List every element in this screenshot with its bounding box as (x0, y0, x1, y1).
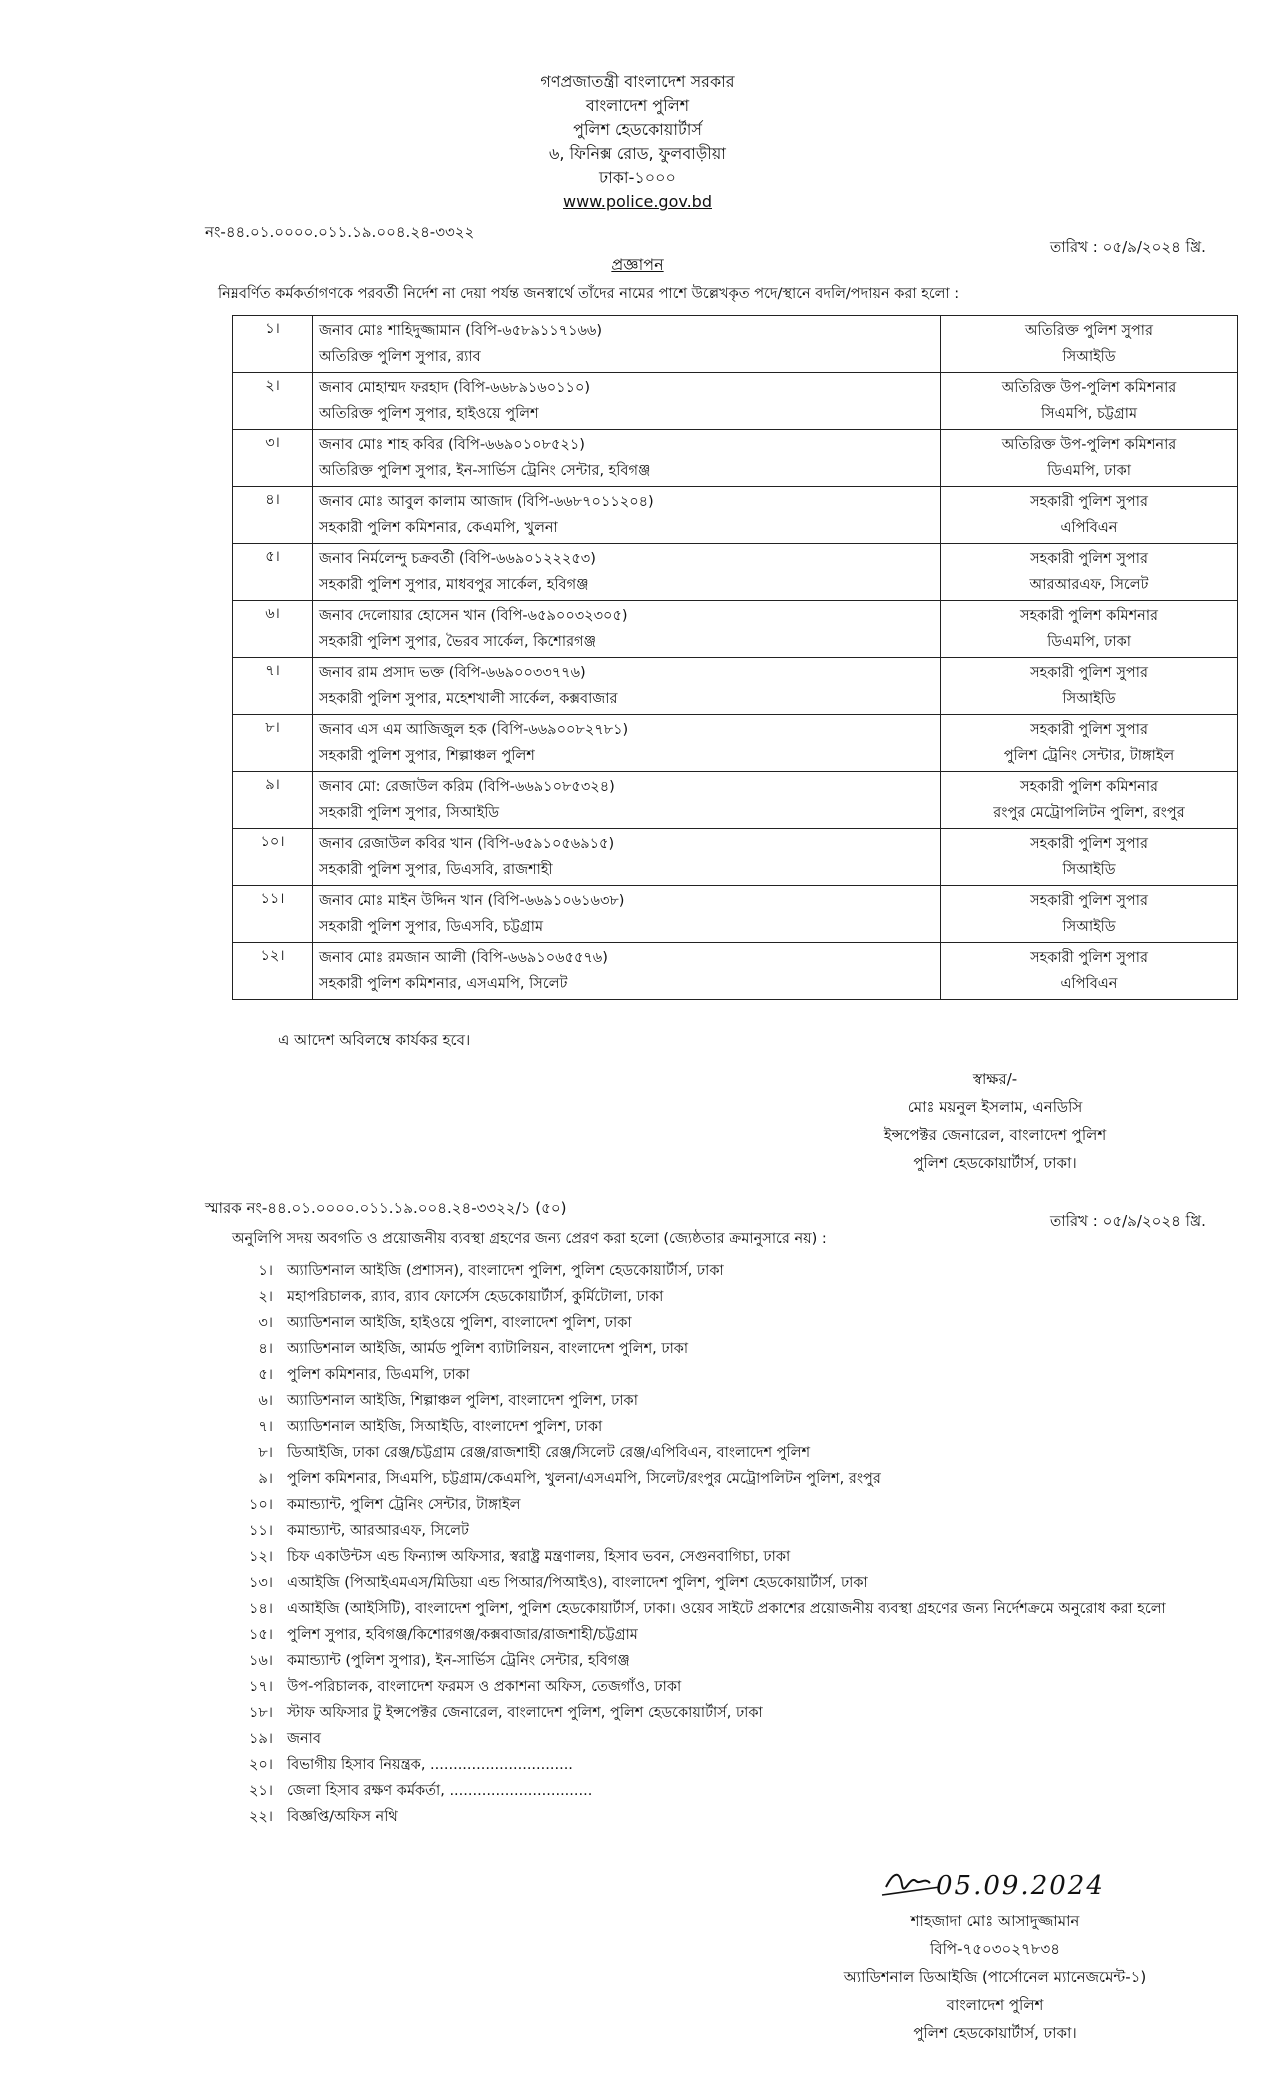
officer-name: জনাব এস এম আজিজুল হক (বিপি-৬৬৯০০৮২৭৮১) (319, 722, 629, 738)
signatory-name: শাহজাদা মোঃ আসাদুজ্জামান (910, 1912, 1080, 1930)
officer-current-post: সহকারী পুলিশ সুপার, ভৈরব সার্কেল, কিশোরগঞ্জ (319, 634, 596, 650)
list-item-number: ১৭। (248, 1679, 273, 1695)
letterhead-line: বাংলাদেশ পুলিশ (585, 96, 690, 115)
officer-name: জনাব মোঃ রমজান আলী (বিপি-৬৬৯১০৬৫৫৭৬) (319, 950, 608, 966)
list-item-number: ৯। (258, 1471, 273, 1487)
signatory-bp: বিপি-৭৫০৩০২৭৮৩৪ (930, 1940, 1060, 1958)
new-post: সহকারী পুলিশ সুপার (1030, 551, 1148, 567)
list-item (215, 1362, 1245, 1388)
list-item-text: মহাপরিচালক, র‌্যাব, র‌্যাব ফোর্সেস হেডকোয়ার্টার্স, কুর্মিটোলা, ঢাকা (287, 1289, 664, 1305)
list-item-text: অ্যাডিশনাল আইজি (প্রশাসন), বাংলাদেশ পুলিশ, পুলিশ হেডকোয়ার্টার্স, ঢাকা (287, 1263, 724, 1279)
new-place: এপিবিএন (1060, 976, 1118, 992)
list-item-text: চিফ একাউন্টস এন্ড ফিন্যান্স অফিসার, স্বরাষ্ট্র মন্ত্রণালয়, হিসাব ভবন, সেগুনবাগিচা, ঢাকা (287, 1549, 791, 1565)
new-post: অতিরিক্ত উপ-পুলিশ কমিশনার (1001, 380, 1177, 396)
officer-cell (313, 658, 941, 715)
transfer-orders-table (232, 315, 1238, 1000)
officer-name: জনাব রেজাউল কবির খান (বিপি-৬৫৯১০৫৬৯১৫) (319, 836, 615, 852)
new-posting-cell (941, 487, 1238, 544)
officer-name: জনাব দেলোয়ার হোসেন খান (বিপি-৬৫৯০০৩২৩০৫) (319, 608, 628, 624)
list-item (215, 1674, 1245, 1700)
serial-number: ৭। (233, 658, 313, 715)
list-item-text: অ্যাডিশনাল আইজি, সিআইডি, বাংলাদেশ পুলিশ, ঢাকা (287, 1419, 603, 1435)
officer-name: জনাব রাম প্রসাদ ভক্ত (বিপি-৬৬৯০০৩৩৭৭৬) (319, 665, 586, 681)
serial-number: ১০। (233, 829, 313, 886)
letterhead-line: ঢাকা-১০০০ (599, 168, 676, 187)
officer-current-post: অতিরিক্ত পুলিশ সুপার, হাইওয়ে পুলিশ (319, 406, 539, 422)
serial-number: ৬। (233, 601, 313, 658)
list-item-number: ১। (258, 1263, 273, 1279)
list-item-number: ৭। (258, 1419, 273, 1435)
officer-current-post: সহকারী পুলিশ সুপার, সিআইডি (319, 805, 500, 821)
list-item-number: ১৯। (248, 1731, 273, 1747)
new-posting-cell (941, 601, 1238, 658)
table-row (233, 943, 1238, 1000)
list-item-text: জেলা হিসাব রক্ষণ কর্মকর্তা, ............................... (287, 1783, 593, 1799)
notice-title: প্রজ্ঞাপন (611, 255, 664, 274)
serial-number: ৪। (233, 487, 313, 544)
list-item-number: ১২। (248, 1549, 273, 1565)
new-place: ডিএমপি, ঢাকা (1047, 634, 1131, 650)
table-row (233, 601, 1238, 658)
signatory-name: মোঃ ময়নুল ইসলাম, এনডিসি (907, 1098, 1083, 1116)
list-item (215, 1648, 1245, 1674)
list-item-number: ৬। (258, 1393, 273, 1409)
officer-current-post: সহকারী পুলিশ সুপার, মাধবপুর সার্কেল, হবিগঞ্জ (319, 577, 589, 593)
list-item-text: বিভাগীয় হিসাব নিয়ন্ত্রক, ............................... (287, 1757, 573, 1773)
officer-current-post: সহকারী পুলিশ সুপার, শিল্পাঞ্চল পুলিশ (319, 748, 535, 764)
table-row (233, 829, 1238, 886)
new-place: সিএমপি, চট্টগ্রাম (1040, 406, 1138, 422)
list-item-text: বিজ্ঞপ্তি/অফিস নথি (287, 1809, 398, 1825)
new-posting-cell (941, 316, 1238, 373)
officer-cell (313, 772, 941, 829)
list-item (215, 1466, 1245, 1492)
officer-name: জনাব মোহাম্মদ ফরহাদ (বিপি-৬৬৮৯১৬০১১০) (319, 380, 591, 396)
distribution-intro: অনুলিপি সদয় অবগতি ও প্রয়োজনীয় ব্যবস্থা গ্রহণের জন্য প্রেরণ করা হলো (জ্যেষ্ঠতার ক্রমানুসারে নয়) : (232, 1231, 827, 1247)
letterhead-line: ৬, ফিনিক্স রোড, ফুলবাড়ীয়া (549, 144, 726, 163)
table-row (233, 715, 1238, 772)
list-item-number: ১০। (248, 1497, 273, 1513)
memo-date: তারিখ : ০৫/৯/২০২৪ খ্রি. (1050, 238, 1206, 256)
list-item-text: পুলিশ কমিশনার, সিএমপি, চট্টগ্রাম/কেএমপি, খুলনা/এসএমপি, সিলেট/রংপুর মেট্রোপলিটন পুলিশ, রংপুর (287, 1471, 881, 1487)
list-item (215, 1518, 1245, 1544)
signature-block-addl-dig (735, 1907, 1255, 2047)
new-posting-cell (941, 943, 1238, 1000)
serial-number: ৩। (233, 430, 313, 487)
list-item (215, 1596, 1245, 1622)
new-post: সহকারী পুলিশ কমিশনার (1019, 779, 1159, 795)
new-post: সহকারী পুলিশ সুপার (1030, 836, 1148, 852)
list-item (215, 1284, 1245, 1310)
list-item-text: জনাব (287, 1731, 321, 1747)
list-item (215, 1726, 1245, 1752)
new-place: সিআইডি (1062, 919, 1116, 935)
new-place: আরআরএফ, সিলেট (1029, 577, 1149, 593)
table-row (233, 373, 1238, 430)
new-post: সহকারী পুলিশ সুপার (1030, 893, 1148, 909)
list-item-text: উপ-পরিচালক, বাংলাদেশ ফরমস ও প্রকাশনা অফিস, তেজগাঁও, ঢাকা (287, 1679, 682, 1695)
officer-cell (313, 886, 941, 943)
serial-number: ১। (233, 316, 313, 373)
new-place: এপিবিএন (1060, 520, 1118, 536)
officer-name: জনাব নির্মলেন্দু চক্রবর্তী (বিপি-৬৬৯০১২২২৫৩) (319, 551, 596, 567)
signature-block-ig (735, 1065, 1255, 1177)
list-item-text: অ্যাডিশনাল আইজি, শিল্পাঞ্চল পুলিশ, বাংলাদেশ পুলিশ, ঢাকা (287, 1393, 638, 1409)
list-item-text: পুলিশ কমিশনার, ডিএমপি, ঢাকা (287, 1367, 470, 1383)
list-item (215, 1258, 1245, 1284)
new-posting-cell (941, 772, 1238, 829)
list-item-number: ১৫। (248, 1627, 273, 1643)
list-item-number: ১৬। (248, 1653, 273, 1669)
serial-number: ৮। (233, 715, 313, 772)
list-item-number: ৫। (258, 1367, 273, 1383)
list-item (215, 1388, 1245, 1414)
officer-name: জনাব মোঃ মাইন উদ্দিন খান (বিপি-৬৬৯১০৬১৬৩৮) (319, 893, 625, 909)
list-item-text: অ্যাডিশনাল আইজি, হাইওয়ে পুলিশ, বাংলাদেশ পুলিশ, ঢাকা (287, 1315, 632, 1331)
list-item-text: কমান্ড্যান্ট (পুলিশ সুপার), ইন-সার্ভিস ট্রেনিং সেন্টার, হবিগঞ্জ (287, 1653, 630, 1669)
officer-cell (313, 715, 941, 772)
notice-intro: নিম্নবর্ণিত কর্মকর্তাগণকে পরবর্তী নির্দেশ না দেয়া পর্যন্ত জনস্বার্থে তাঁদের নামের পাশে উল্লেখকৃত পদে/স্থানে বদলি/পদায়ন করা হলো : (218, 286, 960, 302)
officer-current-post: সহকারী পুলিশ সুপার, ডিএসবি, চট্টগ্রাম (319, 919, 544, 935)
list-item-number: ৮। (258, 1445, 273, 1461)
signatory-title: ইন্সপেক্টর জেনারেল, বাংলাদেশ পুলিশ (883, 1126, 1107, 1144)
new-posting-cell (941, 658, 1238, 715)
new-post: সহকারী পুলিশ সুপার (1030, 722, 1148, 738)
table-row (233, 772, 1238, 829)
officer-cell (313, 601, 941, 658)
list-item-text: ডিআইজি, ঢাকা রেঞ্জ/চট্টগ্রাম রেঞ্জ/রাজশাহী রেঞ্জ/সিলেট রেঞ্জ/এপিবিএন, বাংলাদেশ পুলিশ (287, 1445, 811, 1461)
officer-current-post: সহকারী পুলিশ সুপার, ডিএসবি, রাজশাহী (319, 862, 553, 878)
new-posting-cell (941, 544, 1238, 601)
list-item-text: কমান্ড্যান্ট, আরআরএফ, সিলেট (287, 1523, 469, 1539)
new-post: সহকারী পুলিশ সুপার (1030, 665, 1148, 681)
distribution-date: তারিখ : ০৫/৯/২০২৪ খ্রি. (1050, 1212, 1206, 1230)
new-post: সহকারী পুলিশ সুপার (1030, 950, 1148, 966)
signatory-office: পুলিশ হেডকোয়ার্টার্স, ঢাকা। (913, 1154, 1077, 1172)
list-item (215, 1570, 1245, 1596)
signatory-org: বাংলাদেশ পুলিশ (946, 1996, 1044, 2014)
officer-name: জনাব মো: রেজাউল করিম (বিপি-৬৬৯১০৮৫৩২৪) (319, 779, 615, 795)
officer-cell (313, 316, 941, 373)
new-place: সিআইডি (1062, 862, 1116, 878)
distribution-list (215, 1258, 1245, 1830)
letterhead-line: গণপ্রজাতন্ত্রী বাংলাদেশ সরকার (540, 72, 735, 91)
signatory-office: পুলিশ হেডকোয়ার্টার্স, ঢাকা। (913, 2024, 1077, 2042)
serial-number: ১২। (233, 943, 313, 1000)
list-item-number: ৩। (258, 1315, 273, 1331)
officer-current-post: অতিরিক্ত পুলিশ সুপার, র‌্যাব (319, 349, 481, 365)
signatory-title: অ্যাডিশনাল ডিআইজি (পার্সোনেল ম্যানেজমেন্ট-১) (843, 1968, 1147, 1986)
new-place: সিআইডি (1062, 691, 1116, 707)
new-place: পুলিশ ট্রেনিং সেন্টার, টাঙ্গাইল (1003, 748, 1175, 764)
officer-cell (313, 544, 941, 601)
handwritten-date: 05.09.2024 (936, 1871, 1105, 1901)
table-row (233, 658, 1238, 715)
table-row (233, 487, 1238, 544)
new-posting-cell (941, 430, 1238, 487)
table-row (233, 886, 1238, 943)
effect-note: এ আদেশ অবিলম্বে কার্যকর হবে। (278, 1031, 471, 1049)
signed-mark: স্বাক্ষর/- (972, 1070, 1018, 1088)
table-row (233, 430, 1238, 487)
officer-current-post: সহকারী পুলিশ কমিশনার, এসএমপি, সিলেট (319, 976, 568, 992)
serial-number: ৯। (233, 772, 313, 829)
list-item-text: পুলিশ সুপার, হবিগঞ্জ/কিশোরগঞ্জ/কক্সবাজার/রাজশাহী/চট্টগ্রাম (287, 1627, 638, 1643)
list-item-number: ১৩। (248, 1575, 273, 1591)
new-posting-cell (941, 715, 1238, 772)
list-item (215, 1622, 1245, 1648)
list-item (215, 1752, 1245, 1778)
distribution-ref-number: স্মারক নং-৪৪.০১.০০০০.০১১.১৯.০০৪.২৪-৩৩২২/১ (৫০) (205, 1199, 567, 1217)
list-item-text: স্টাফ অফিসার টু ইন্সপেক্টর জেনারেল, বাংলাদেশ পুলিশ, পুলিশ হেডকোয়ার্টার্স, ঢাকা (287, 1705, 763, 1721)
letterhead-line: পুলিশ হেডকোয়ার্টার্স (573, 120, 702, 139)
list-item (215, 1804, 1245, 1830)
list-item (215, 1492, 1245, 1518)
officer-name: জনাব মোঃ শাহ কবির (বিপি-৬৬৯০১০৮৫২১) (319, 437, 585, 453)
officer-cell (313, 373, 941, 430)
officer-current-post: সহকারী পুলিশ কমিশনার, কেএমপি, খুলনা (319, 520, 558, 536)
new-post: অতিরিক্ত উপ-পুলিশ কমিশনার (1001, 437, 1177, 453)
list-item (215, 1440, 1245, 1466)
officer-name: জনাব মোঃ আবুল কালাম আজাদ (বিপি-৬৬৮৭০১১২০৪) (319, 494, 654, 510)
new-post: অতিরিক্ত পুলিশ সুপার (1025, 323, 1153, 339)
new-posting-cell (941, 829, 1238, 886)
new-post: সহকারী পুলিশ কমিশনার (1019, 608, 1159, 624)
list-item (215, 1310, 1245, 1336)
list-item-text: কমান্ড্যান্ট, পুলিশ ট্রেনিং সেন্টার, টাঙ্গাইল (287, 1497, 521, 1513)
list-item (215, 1414, 1245, 1440)
website-link[interactable]: www.police.gov.bd (562, 192, 712, 211)
new-post: সহকারী পুলিশ সুপার (1030, 494, 1148, 510)
officer-name: জনাব মোঃ শাহিদুজ্জামান (বিপি-৬৫৮৯১১৭১৬৬) (319, 323, 603, 339)
list-item-text: এআইজি (আইসিটি), বাংলাদেশ পুলিশ, পুলিশ হেডকোয়ার্টার্স, ঢাকা। ওয়েব সাইটে প্রকাশের প্রয়োজনীয় ব্যবস্থা গ্রহণের জন্য নির্দেশক্রমে অনুরোধ করা হলো (287, 1601, 1166, 1617)
officer-cell (313, 943, 941, 1000)
list-item-number: ১৪। (248, 1601, 273, 1617)
new-posting-cell (941, 373, 1238, 430)
list-item (215, 1544, 1245, 1570)
list-item (215, 1700, 1245, 1726)
memo-number: নং-৪৪.০১.০০০০.০১১.১৯.০০৪.২৪-৩৩২২ (205, 223, 475, 241)
list-item-number: ১১। (248, 1523, 273, 1539)
letterhead (0, 70, 1275, 214)
list-item-number: ২১। (248, 1783, 273, 1799)
new-place: সিআইডি (1062, 349, 1116, 365)
officer-cell (313, 487, 941, 544)
new-place: রংপুর মেট্রোপলিটন পুলিশ, রংপুর (993, 805, 1185, 821)
officer-current-post: অতিরিক্ত পুলিশ সুপার, ইন-সার্ভিস ট্রেনিং সেন্টার, হবিগঞ্জ (319, 463, 651, 479)
table-row (233, 316, 1238, 373)
table-row (233, 544, 1238, 601)
serial-number: ২। (233, 373, 313, 430)
new-posting-cell (941, 886, 1238, 943)
list-item-number: ৪। (258, 1341, 273, 1357)
list-item (215, 1778, 1245, 1804)
officer-current-post: সহকারী পুলিশ সুপার, মহেশখালী সার্কেল, কক্সবাজার (319, 691, 618, 707)
list-item-number: ২। (258, 1289, 273, 1305)
serial-number: ৫। (233, 544, 313, 601)
list-item-number: ২২। (248, 1809, 273, 1825)
list-item-number: ১৮। (248, 1705, 273, 1721)
list-item-number: ২০। (248, 1757, 273, 1773)
list-item-text: অ্যাডিশনাল আইজি, আর্মড পুলিশ ব্যাটালিয়ন, বাংলাদেশ পুলিশ, ঢাকা (287, 1341, 689, 1357)
serial-number: ১১। (233, 886, 313, 943)
officer-cell (313, 829, 941, 886)
list-item-text: এআইজি (পিআইএমএস/মিডিয়া এন্ড পিআর/পিআইও), বাংলাদেশ পুলিশ, পুলিশ হেডকোয়ার্টার্স, ঢাকা (287, 1575, 868, 1591)
officer-cell (313, 430, 941, 487)
list-item (215, 1336, 1245, 1362)
new-place: ডিএমপি, ঢাকা (1047, 463, 1131, 479)
